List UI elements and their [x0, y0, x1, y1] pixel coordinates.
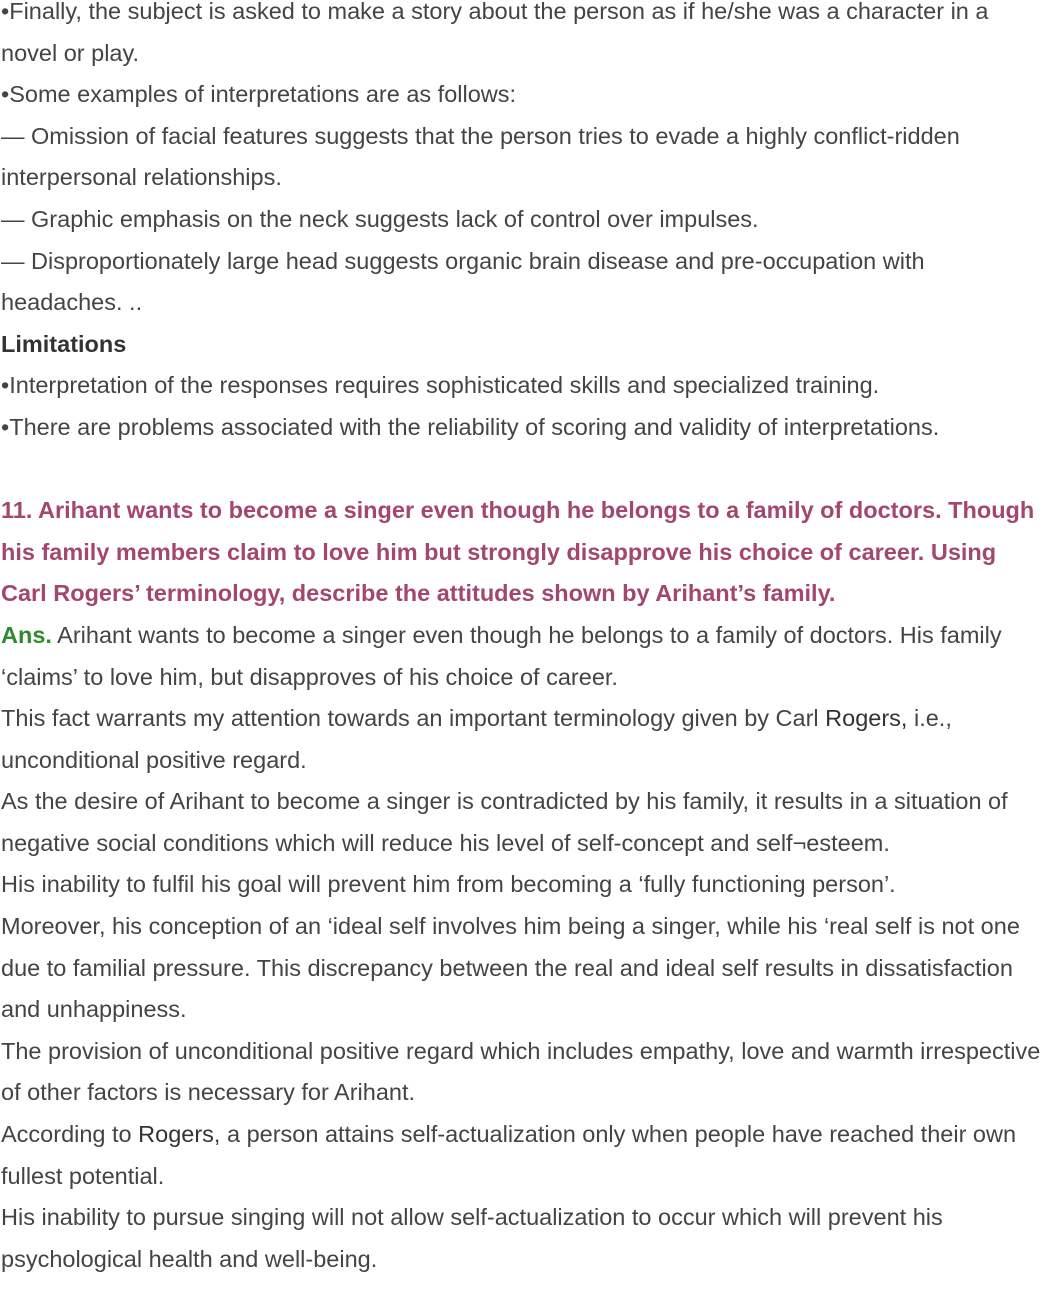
answer-p7-after: , a person attains self-actualization only when people have reached their own fullest potential. — [1, 1121, 1017, 1189]
answer-paragraph-1 — [1, 615, 1042, 698]
answer-p2-before: This fact warrants my attention towards an important terminology given by Carl — [1, 705, 826, 732]
answer-paragraph-6: The provision of unconditional positive regard which includes empathy, love and warmth irrespective of other factors is necessary for Arihant. — [1, 1037, 1041, 1106]
answer-p2-rogers: Rogers, — [825, 705, 908, 732]
answer-paragraph-4: His inability to fulfil his goal will prevent him from becoming a ‘fully functioning person’. — [1, 871, 896, 898]
answer-paragraph-5: Moreover, his conception of an ‘ideal self involves him being a singer, while his ‘real self is not one due to familial pressure. This discrepancy between the real and ideal self results in dissatisfaction and unhappiness. — [1, 913, 1020, 1023]
limitations-heading: Limitations — [1, 330, 127, 357]
answer-paragraph-3: As the desire of Arihant to become a singer is contradicted by his family, it results in a situation of negative social conditions which will reduce his level of self-concept and self¬esteem. — [1, 788, 1008, 856]
answer-p7-rogers: Rogers — [138, 1121, 214, 1148]
answer-paragraph-7 — [1, 1114, 1042, 1197]
answer-p1-text: Arihant wants to become a singer even though he belongs to a family of doctors. His family ‘claims’ to love him, but disapproves of his choice of career. — [1, 621, 1002, 690]
interpretation-large-head: — Disproportionately large head suggests organic brain disease and pre-occupation with headaches. .. — [1, 247, 925, 316]
limitation-item-reliability: •There are problems associated with the reliability of scoring and validity of interpretations. — [1, 413, 940, 440]
interpretation-neck: — Graphic emphasis on the neck suggests lack of control over impulses. — [1, 205, 759, 232]
answer-p7-before: According to — [1, 1121, 139, 1148]
interpretation-facial-features: — Omission of facial features suggests that the person tries to evade a highly conflict-ridden interpersonal relationships. — [1, 122, 960, 191]
answer-p2-after: i.e., unconditional positive regard. — [1, 705, 952, 773]
question-11: 11. Arihant wants to become a singer even though he belongs to a family of doctors. Though his family members claim to love him but strongly disapprove his choice of career. Using Carl Rogers’ terminology, describe the attitudes shown by Arihant’s family. — [1, 497, 1035, 607]
limitation-item-training: •Interpretation of the responses requires sophisticated skills and specialized training. — [1, 372, 880, 399]
intro-finally-line: •Finally, the subject is asked to make a story about the person as if he/she was a character in a novel or play. — [1, 0, 989, 66]
answer-label: Ans. — [1, 621, 52, 648]
intro-examples-line: •Some examples of interpretations are as follows: — [1, 81, 517, 108]
section-spacer — [1, 449, 1042, 491]
answer-paragraph-8: His inability to pursue singing will not allow self-actualization to occur which will prevent his psychological health and well-being. — [1, 1204, 943, 1272]
answer-paragraph-2 — [1, 698, 1042, 781]
